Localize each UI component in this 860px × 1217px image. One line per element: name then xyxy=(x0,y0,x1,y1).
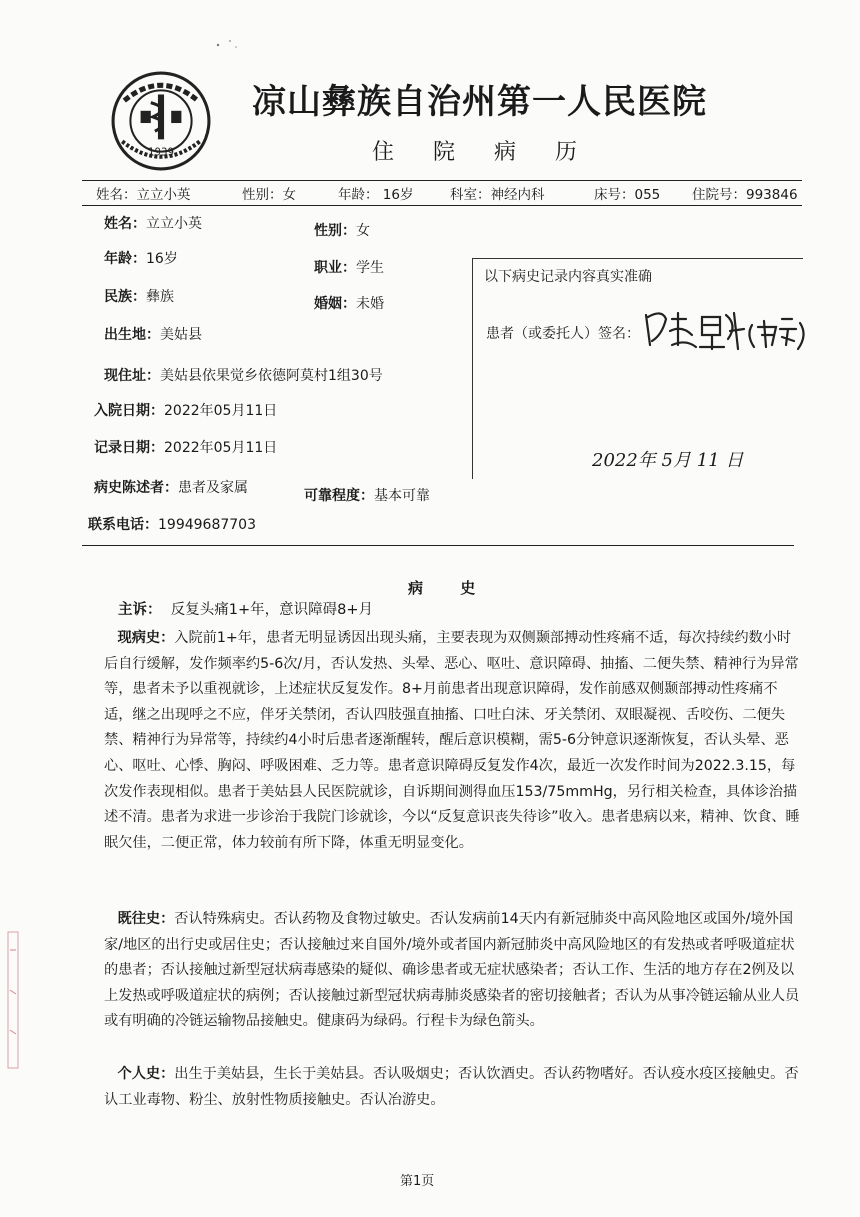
logo-year: 1939 xyxy=(148,147,174,159)
handwritten-signature xyxy=(642,305,812,353)
info-age: 年龄： 16岁 xyxy=(338,187,414,203)
field-age: 年龄：16岁 xyxy=(104,251,178,267)
present-illness: 现病史：入院前1+年，患者无明显诱因出现头痛，主要表现为双侧颞部搏动性疼痛不适，每次持续约数小时后自行缓解，发作频率约5-6次/月，否认发热、头晕、恶心、呕吐、意识障碍、抽搐、二便失禁、精神行为异常等，患者未予以重视就诊，上述症状反复发作。8+月前患者出现意识障碍，发作前感双侧颞部搏动性疼痛不适，继之出现呼之不应，伴牙关禁闭，否认四肢强直抽搐、口吐白沫、牙关禁闭、双眼凝视、舌咬伤、二便失禁、精神行为异常等，持续约4小时后患者逐渐醒转，醒后意识模糊，需5-6分钟意识逐渐恢复，否认头晕、恶心、呕吐、心悸、胸闷、呼吸困难、乏力等。患者意识障碍反复发作4次，最近一次发作时间为2022.3.15，每次发作表现相似。患者于美姑县人民医院就诊，自诉期间测得血压153/75mmHg，另行相关检查，具体诊治描述不清。患者为求进一步诊治于我院门诊就诊，今以“反复意识丧失待诊”收入。患者患病以来，精神、饮食、睡眠欠佳，二便正常，体力较前有所下降，体重无明显变化。 xyxy=(104,630,800,851)
field-birthplace: 出生地：美姑县 xyxy=(104,327,202,343)
page-number: 第1页 xyxy=(400,1174,435,1189)
field-record-date: 记录日期：2022年05月11日 xyxy=(94,440,278,456)
hospital-name: 凉山彝族自治州第一人民医院 xyxy=(252,82,707,122)
info-bar-bottom-rule xyxy=(82,205,802,206)
section-divider xyxy=(82,545,794,546)
field-gender: 性别：女 xyxy=(314,223,370,239)
field-name: 姓名：立立小英 xyxy=(104,216,202,232)
hospital-logo xyxy=(110,70,212,172)
history-section-title: 病 史 xyxy=(408,579,492,597)
consent-sign-label: 患者（或委托人）签名： xyxy=(486,326,640,342)
field-admit-date: 入院日期：2022年05月11日 xyxy=(94,403,278,419)
field-occupation: 职业：学生 xyxy=(314,260,384,276)
info-department: 科室：神经内科 xyxy=(450,187,545,203)
margin-stamp-mark xyxy=(6,930,20,1070)
scan-specks xyxy=(210,35,270,55)
record-type: 住 院 病 历 xyxy=(372,140,593,165)
chief-complaint: 主诉： 反复头痛1+年，意识障碍8+月 xyxy=(118,602,373,618)
info-admission-no: 住院号：993846 xyxy=(692,187,798,203)
field-narrator: 病史陈述者：患者及家属 xyxy=(94,480,248,496)
info-bed: 床号：055 xyxy=(594,187,661,203)
field-phone: 联系电话：19949687703 xyxy=(88,517,256,533)
field-address: 现住址：美姑县依果觉乡依德阿莫村1组30号 xyxy=(104,368,383,384)
field-marital: 婚姻：未婚 xyxy=(314,296,384,312)
past-history: 既往史：否认特殊病史。否认药物及食物过敏史。否认发病前14天内有新冠肺炎中高风险地区或国外/境外国家/地区的出行史或居住史；否认接触过来自国外/境外或者国内新冠肺炎中高风险地区的有发热或者呼吸道症状的患者；否认接触过新型冠状病毒感染的疑似、确诊患者或无症状感染者；否认工作、生活的地方存在2例及以上发热或呼吸道症状的病例；否认接触过新型冠状病毒肺炎感染者的密切接触者；否认为从事冷链运输从业人员或有明确的冷链运输物品接触史。健康码为绿码。行程卡为绿色箭头。 xyxy=(104,911,800,1030)
consent-sign-date: 2022年 5月 11 日 xyxy=(592,450,744,471)
field-ethnicity: 民族：彝族 xyxy=(104,289,174,305)
info-bar xyxy=(92,178,802,206)
info-name: 姓名：立立小英 xyxy=(96,187,191,203)
consent-statement: 以下病史记录内容真实准确 xyxy=(484,269,652,285)
field-reliability: 可靠程度：基本可靠 xyxy=(304,488,430,504)
info-gender: 性别：女 xyxy=(242,187,296,203)
personal-history: 个人史：出生于美姑县，生长于美姑县。否认吸烟史；否认饮酒史。否认药物嗜好。否认疫水疫区接触史。否认工业毒物、粉尘、放射性物质接触史。否认冶游史。 xyxy=(104,1066,799,1108)
